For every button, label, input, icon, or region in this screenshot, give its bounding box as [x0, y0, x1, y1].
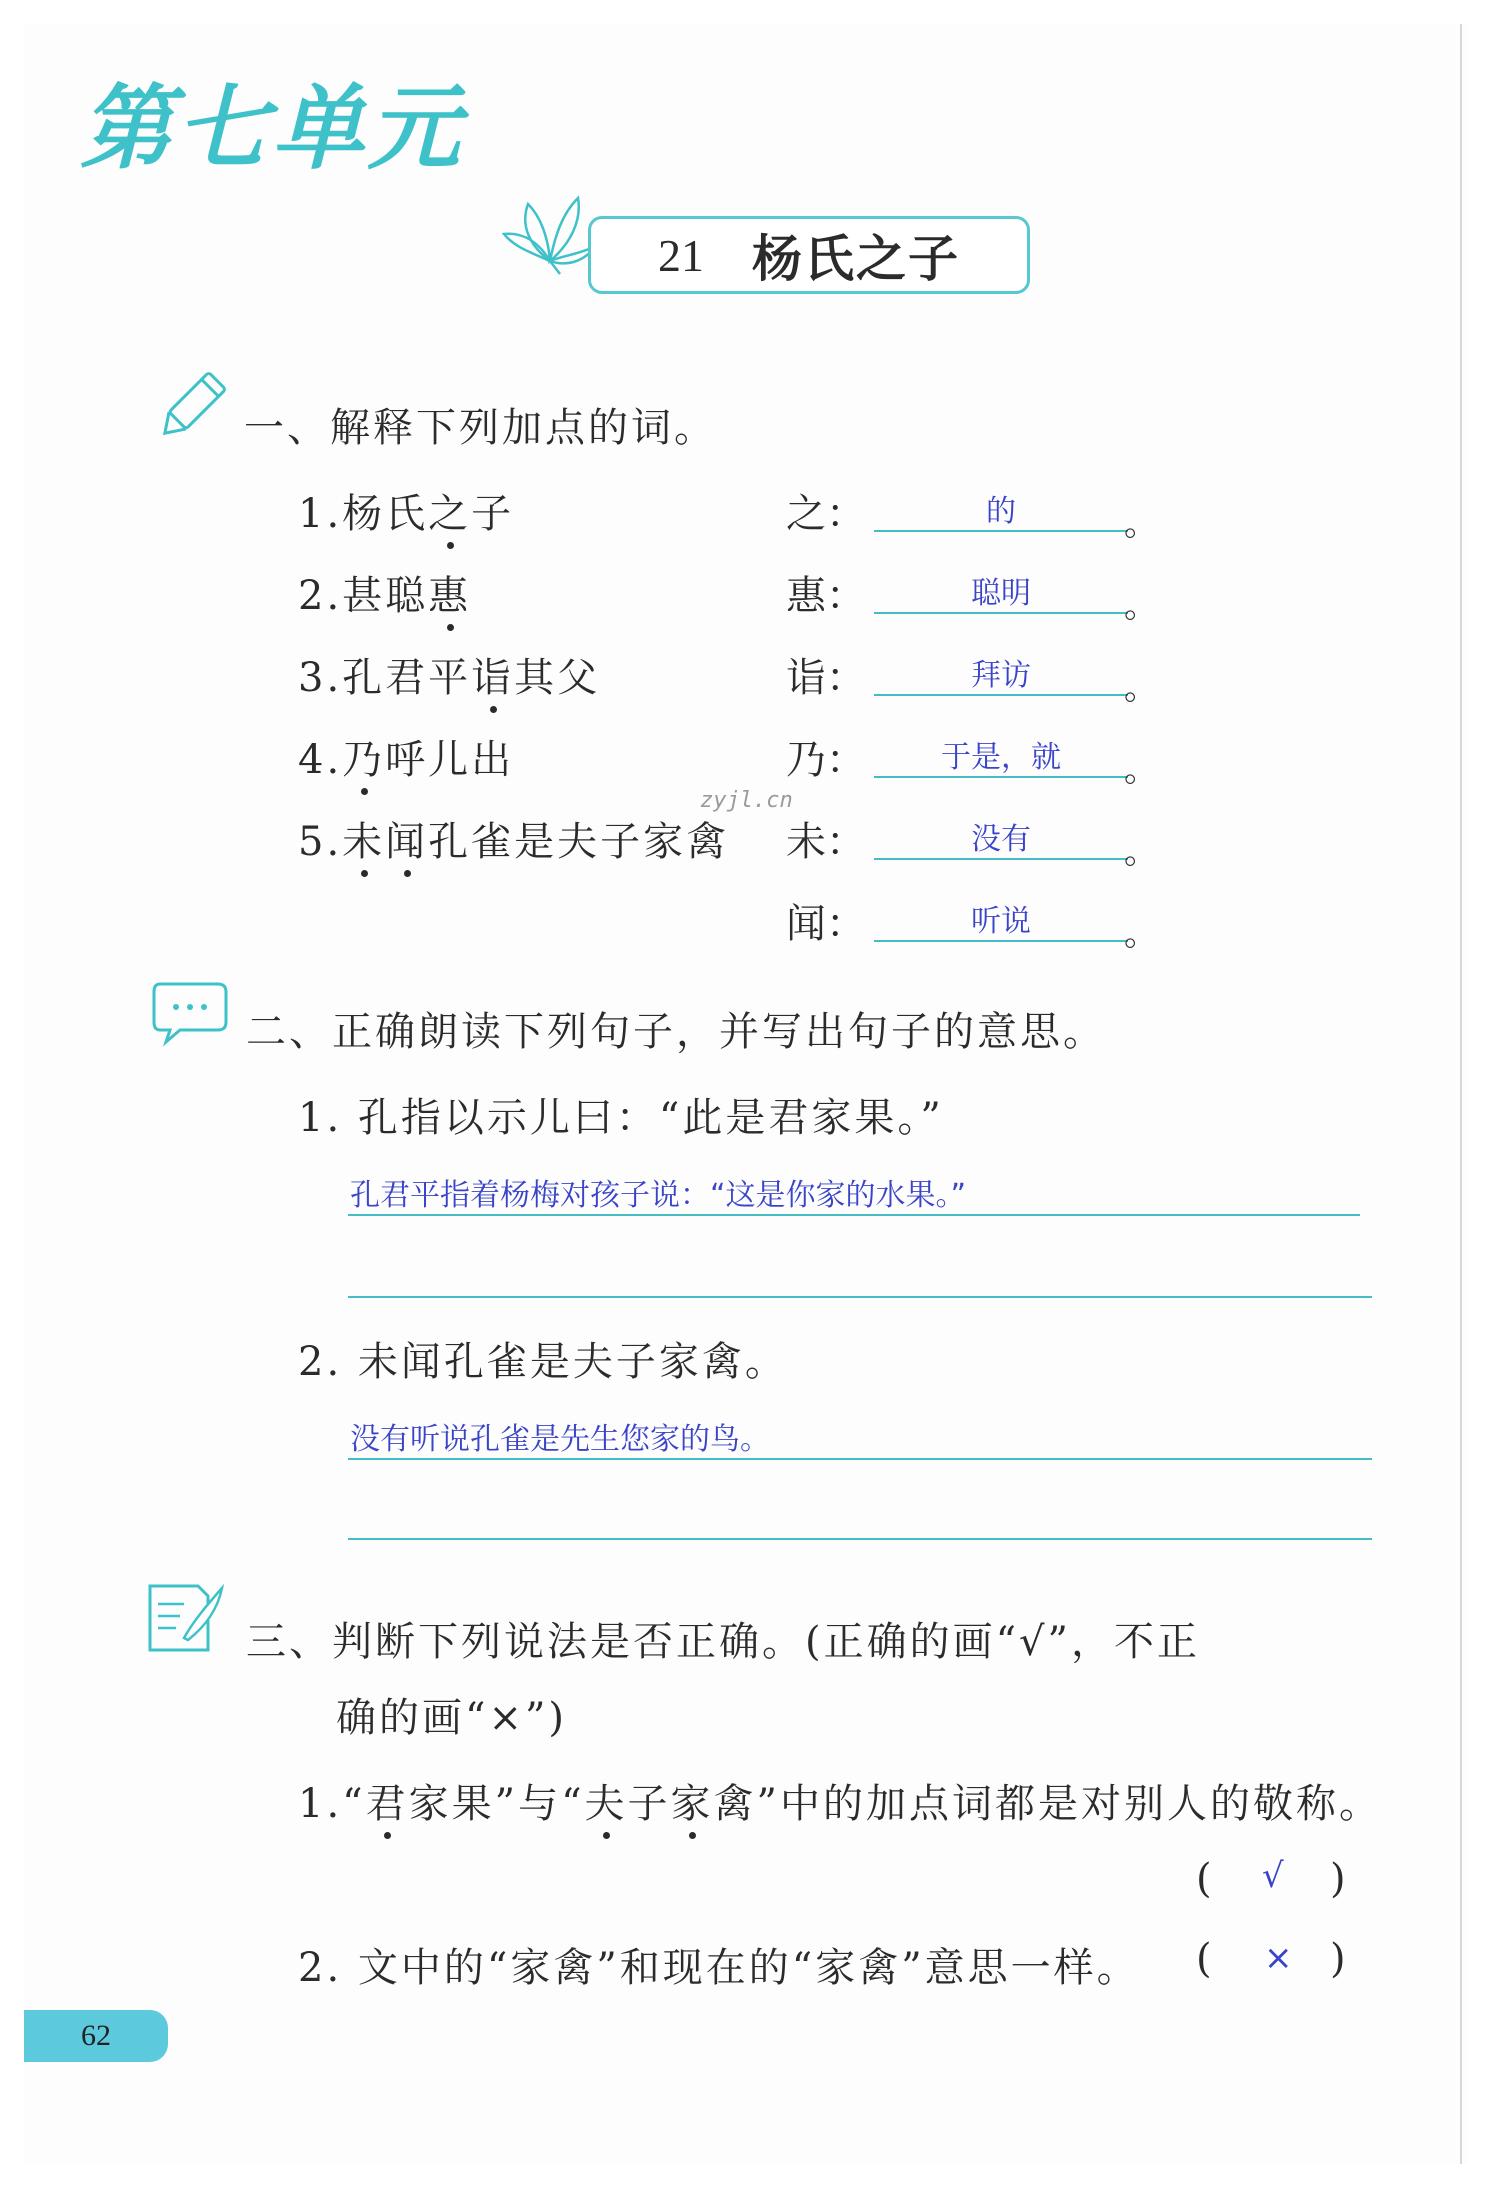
answer-line: [348, 1538, 1372, 1540]
answer-line: [874, 530, 1128, 532]
s1-term-4: 乃：: [786, 737, 866, 783]
period: 。: [1124, 586, 1158, 626]
s2-sentence-2: 2. 未闻孔雀是夫子家禽。: [298, 1339, 788, 1385]
page-number: 62: [81, 2019, 111, 2052]
answer-line: [874, 858, 1128, 860]
speech-bubble-icon: [150, 978, 230, 1048]
s1-item-1: 1.杨氏之子: [298, 482, 514, 539]
lesson-number: 21: [658, 229, 704, 281]
s2-answer-1: 孔君平指着杨梅对孩子说：“这是你家的水果。”: [350, 1178, 967, 1213]
s2-sentence-1: 1. 孔指以示儿曰：“此是君家果。”: [298, 1095, 944, 1141]
s3-item-1: 1.“君家果”与“夫子家禽”中的加点词都是对别人的敬称。: [298, 1772, 1382, 1829]
paren-open: (: [1196, 1856, 1212, 1902]
section3-title-line2: 确的画“×”): [336, 1695, 568, 1741]
s1-term-6: 闻：: [786, 901, 866, 947]
answer-line: [348, 1458, 1372, 1460]
section1-title: 一、解释下列加点的词。: [244, 405, 717, 451]
s3-answer-2: ×: [1264, 1938, 1293, 1978]
s1-term-5: 未：: [786, 819, 866, 865]
s1-answer-5: 没有: [971, 822, 1031, 857]
period: 。: [1124, 504, 1158, 544]
period: 。: [1124, 914, 1158, 954]
s1-term-3: 诣：: [786, 655, 866, 701]
s1-answer-6: 听说: [971, 904, 1031, 939]
pencil-icon: [152, 368, 230, 446]
page-number-tab: [24, 2010, 168, 2062]
s2-answer-2: 没有听说孔雀是先生您家的鸟。: [350, 1422, 770, 1457]
period: 。: [1124, 750, 1158, 790]
answer-line: [874, 612, 1128, 614]
s1-item-3: 3.孔君平诣其父: [298, 646, 600, 703]
section2-title: 二、正确朗读下列句子，并写出句子的意思。: [246, 1009, 1106, 1055]
notepad-quill-icon: [144, 1580, 224, 1656]
period: 。: [1124, 832, 1158, 872]
unit-title: 第七单元: [80, 75, 465, 182]
s1-term-1: 之：: [786, 491, 866, 537]
magnolia-flower-icon: [500, 186, 600, 276]
answer-line: [348, 1296, 1372, 1298]
lesson-title-box: [588, 216, 1030, 294]
s1-answer-3: 拜访: [971, 658, 1031, 693]
answer-line: [874, 940, 1128, 942]
s3-item-2: 2. 文中的“家禽”和现在的“家禽”意思一样。: [298, 1945, 1140, 1991]
s1-item-4: 4.乃呼儿出: [298, 728, 514, 785]
s1-item-2: 2.甚聪惠: [298, 564, 471, 621]
watermark: zyjl.cn: [700, 788, 793, 813]
s3-answer-1: √: [1262, 1856, 1284, 1896]
s1-answer-2: 聪明: [971, 576, 1031, 611]
answer-line: [348, 1214, 1360, 1216]
section3-title-line1: 三、判断下列说法是否正确。(正确的画“√”，不正: [246, 1619, 1200, 1665]
answer-line: [874, 694, 1128, 696]
period: 。: [1124, 668, 1158, 708]
s1-answer-1: 的: [986, 494, 1016, 529]
paren-open: (: [1196, 1936, 1212, 1982]
s1-term-2: 惠：: [786, 573, 866, 619]
paren-close: ): [1330, 1856, 1346, 1902]
s1-answer-4: 于是，就: [941, 740, 1061, 775]
s1-item-5: 5.未闻孔雀是夫子家禽: [298, 810, 729, 867]
page-edge: [1460, 24, 1462, 2164]
lesson-title: 杨氏之子: [752, 230, 960, 288]
answer-line: [874, 776, 1128, 778]
paren-close: ): [1330, 1936, 1346, 1982]
